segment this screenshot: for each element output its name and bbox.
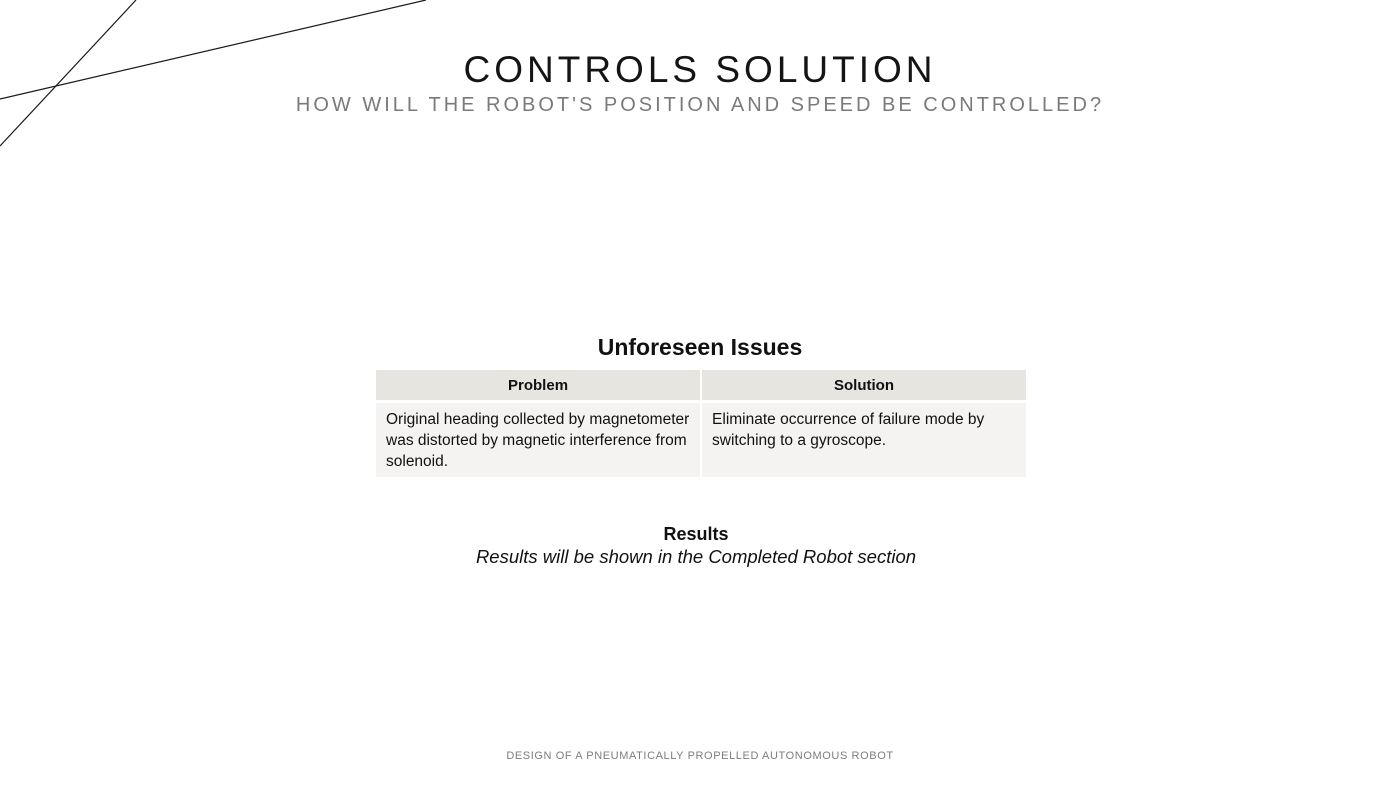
column-header-problem: Problem — [376, 370, 702, 403]
column-header-solution: Solution — [702, 370, 1026, 403]
slide-title: CONTROLS SOLUTION — [463, 49, 937, 90]
results-note: Results will be shown in the Completed Robot section — [475, 546, 917, 567]
table-header-row — [376, 370, 1026, 403]
table-row — [376, 403, 1026, 477]
problem-cell: Original heading collected by magnetometer was distorted by magnetic interference from solenoid. — [376, 403, 702, 477]
issues-heading: Unforeseen Issues — [597, 334, 803, 360]
slide-footer: DESIGN OF A PNEUMATICALLY PROPELLED AUTONOMOUS ROBOT — [506, 750, 894, 762]
issues-table — [376, 370, 1026, 477]
solution-cell: Eliminate occurrence of failure mode by switching to a gyroscope. — [702, 403, 1026, 477]
results-heading: Results — [663, 524, 729, 544]
slide-subtitle: HOW WILL THE ROBOT'S POSITION AND SPEED BE CONTROLLED? — [295, 94, 1105, 116]
